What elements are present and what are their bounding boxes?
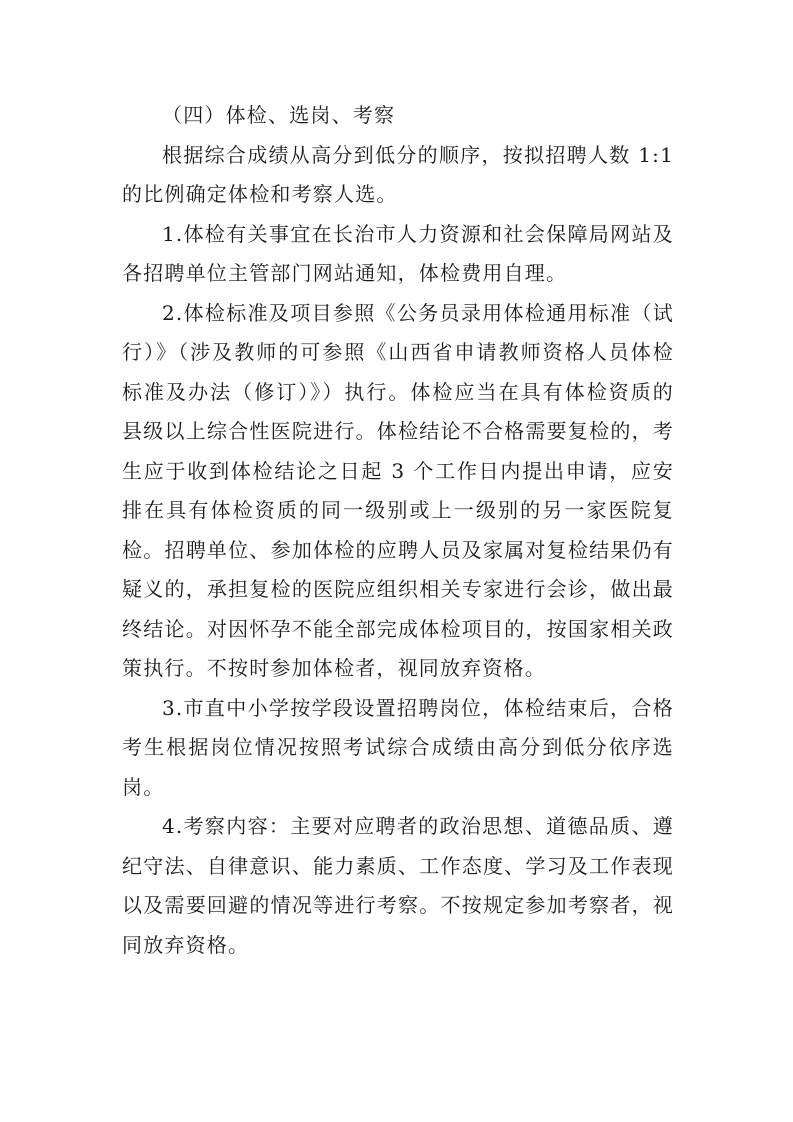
section-heading: （四）体检、选岗、考察 [162, 103, 396, 127]
document-body [122, 96, 674, 965]
paragraph-selection-ratio: 根据综合成绩从高分到低分的顺序，按拟招聘人数 1:1 的比例确定体检和考察人选。 [122, 142, 674, 206]
paragraph-item-1-physical-exam-notice: 1.体检有关事宜在长治市人力资源和社会保障局网站及各招聘单位主管部门网站通知，体检费用自理。 [122, 221, 674, 285]
paragraph-item-3-position-selection: 3.市直中小学按学段设置招聘岗位，体检结束后，合格考生根据岗位情况按照考试综合成绩由高分到低分依序选岗。 [122, 695, 674, 799]
paragraph-item-4-investigation: 4.考察内容：主要对应聘者的政治思想、道德品质、遵纪守法、自律意识、能力素质、工作态度、学习及工作表现以及需要回避的情况等进行考察。不按规定参加考察者，视同放弃资格。 [122, 814, 674, 957]
paragraph-item-2-exam-standards: 2.体检标准及项目参照《公务员录用体检通用标准（试行）》（涉及教师的可参照《山西省申请教师资格人员体检标准及办法（修订）》）执行。体检应当在具有体检资质的县级以上综合性医院进行。体检结论不合格需要复检的，考生应于收到体检结论之日起 3 个工作日内提出申请，应安排在具有体检资质的同一级别或上一级别的另一家医院复检。招聘单位、参加体检的应聘人员及家属对复检结果仍有疑义的，承担复检的医院应组织相关专家进行会诊，做出最终结论。对因怀孕不能全部完成体检项目的，按国家相关政策执行。不按时参加体检者，视同放弃资格。 [122, 300, 674, 680]
